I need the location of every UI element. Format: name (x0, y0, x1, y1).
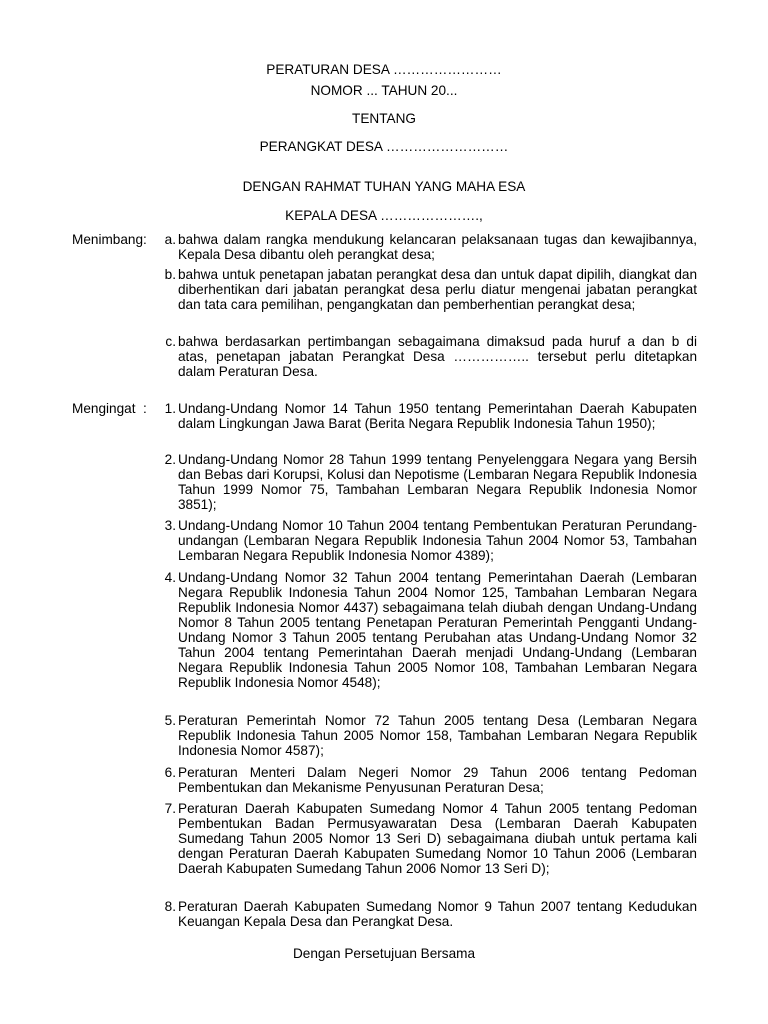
divine-grace-clause: DENGAN RAHMAT TUHAN YANG MAHA ESA (242, 179, 526, 194)
list-item-number: 7. (164, 801, 176, 816)
list-item-number: 1. (164, 401, 176, 416)
list-item-text: Peraturan Daerah Kabupaten Sumedang Nomor 9 Tahun 2007 tentang Kedudukan Keuangan Kepala Desa dan Perangkat Desa. (178, 899, 697, 929)
list-item-number: 4. (164, 570, 176, 585)
list-item-number: a. (164, 232, 176, 247)
list-item-text: bahwa dalam rangka mendukung kelancaran pelaksanaan tugas dan kewajibannya, Kepala Desa dibantu oleh perangkat desa; (178, 232, 697, 262)
list-item-text: Peraturan Menteri Dalam Negeri Nomor 29 Tahun 2006 tentang Pedoman Pembentukan dan Mekanisme Penyusunan Peraturan Desa; (178, 765, 697, 795)
list-item-text: Peraturan Pemerintah Nomor 72 Tahun 2005 tentang Desa (Lembaran Negara Republik Indonesia Tahun 2005 Nomor 158, Tambahan Lembaran Negara Republik Indonesia Nomor 4587); (178, 713, 697, 758)
list-item-number: 8. (164, 899, 176, 914)
list-item-number: 2. (164, 452, 176, 467)
list-item-number: 6. (164, 765, 176, 780)
mengingat-label: Mengingat : (72, 401, 147, 416)
list-item-number: c. (165, 334, 176, 349)
village-head-heading: KEPALA DESA …………………., (285, 208, 483, 223)
list-item-number: b. (164, 267, 176, 282)
list-item-text: Undang-Undang Nomor 10 Tahun 2004 tentang Pembentukan Peraturan Perundang-undangan (Lembaran Negara Republik Indonesia Tahun 2004 Nomor 53, Tambahan Lembaran Negara Republik Indonesia Nomor 4389); (178, 518, 697, 563)
list-item-text: bahwa berdasarkan pertimbangan sebagaimana dimaksud pada huruf a dan b di atas, penetapan jabatan Perangkat Desa …………….. tersebut perlu ditetapkan dalam Peraturan Desa. (178, 334, 697, 379)
tentang-heading: TENTANG (352, 111, 416, 126)
regulation-title: PERATURAN DESA …………………… (266, 62, 502, 77)
menimbang-label: Menimbang: (72, 232, 147, 247)
regulation-number: NOMOR ... TAHUN 20... (310, 83, 458, 98)
list-item-text: Undang-Undang Nomor 28 Tahun 1999 tentang Penyelenggara Negara yang Bersih dan Bebas dari Korupsi, Kolusi dan Nepotisme (Lembaran Negara Republik Indonesia Tahun 1999 Nomor 75, Tambahan Lembaran Negara Republik Indonesia Nomor 3851); (178, 452, 697, 512)
list-item-number: 5. (164, 713, 176, 728)
regulation-subject: PERANGKAT DESA ……………………… (259, 139, 509, 154)
joint-approval-heading: Dengan Persetujuan Bersama (292, 946, 476, 961)
list-item-text: bahwa untuk penetapan jabatan perangkat desa dan untuk dapat dipilih, diangkat dan diberhentikan dari jabatan perangkat desa perlu diatur mengenai jabatan perangkat dan tata cara pemilihan, pengangkatan dan pemberhentian perangkat desa; (178, 267, 697, 312)
list-item-text: Peraturan Daerah Kabupaten Sumedang Nomor 4 Tahun 2005 tentang Pedoman Pembentukan Badan Permusyawaratan Desa (Lembaran Daerah Kabupaten Sumedang Tahun 2005 Nomor 13 Seri D) sebagaimana diubah untuk pertama kali dengan Peraturan Daerah Kabupaten Sumedang Nomor 10 Tahun 2006 (Lembaran Daerah Kabupaten Sumedang Tahun 2006 Nomor 13 Seri D); (178, 801, 697, 876)
list-item-number: 3. (164, 518, 176, 533)
list-item-text: Undang-Undang Nomor 32 Tahun 2004 tentang Pemerintahan Daerah (Lembaran Negara Republik Indonesia Tahun 2004 Nomor 125, Tambahan Lembaran Negara Republik Indonesia Nomor 4437) sebagaimana telah diubah dengan Undang-Undang Nomor 8 Tahun 2005 tentang Penetapan Peraturan Pemerintah Pengganti Undang-Undang Nomor 3 Tahun 2005 tentang Perubahan atas Undang-Undang Nomor 32 Tahun 2004 tentang Pemerintahan Daerah menjadi Undang-Undang (Lembaran Negara Republik Indonesia Tahun 2005 Nomor 108, Tambahan Lembaran Negara Republik Indonesia Nomor 4548); (178, 570, 697, 690)
list-item-text: Undang-Undang Nomor 14 Tahun 1950 tentang Pemerintahan Daerah Kabupaten dalam Lingkungan Jawa Barat (Berita Negara Republik Indonesia Tahun 1950); (178, 401, 697, 431)
